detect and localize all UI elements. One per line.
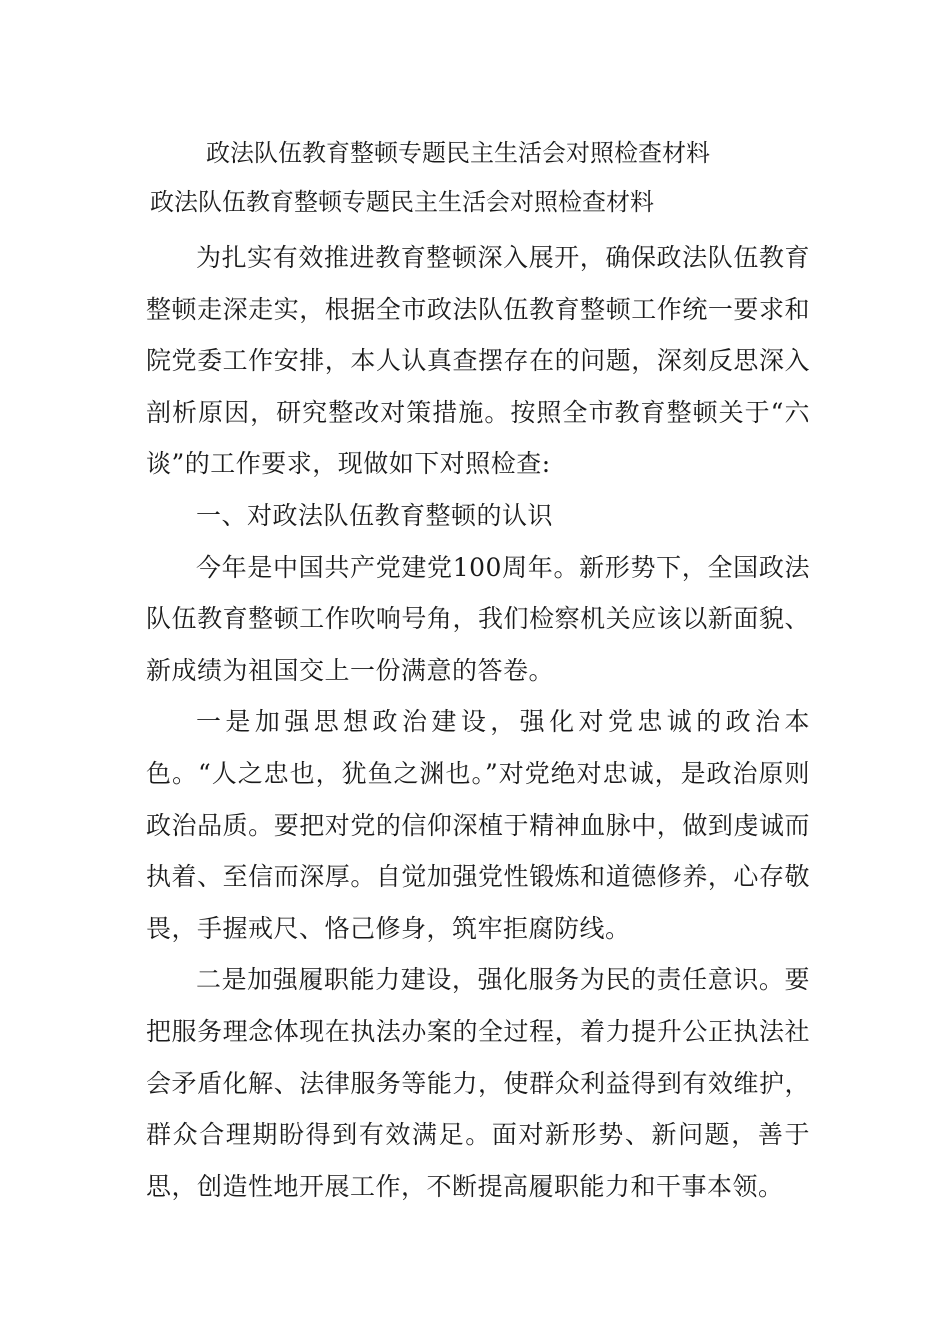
body-paragraph: 二是加强履职能力建设，强化服务为民的责任意识。要把服务理念体现在执法办案的全过程，着力提升公正执法社会矛盾化解、法律服务等能力，使群众利益得到有效维护，群众合理期盼得到有效满足。面对新形势、新问题，善于思，创造性地开展工作，不断提高履职能力和干事本领。 bbox=[146, 965, 810, 1201]
body-paragraph: 一是加强思想政治建设，强化对党忠诚的政治本色。“人之忠也，犹鱼之渊也。”对党绝对忠诚，是政治原则政治品质。要把对党的信仰深植于精神血脉中，做到虔诚而执着、至信而深厚。自觉加强党性锻炼和道德修养，心存敬畏，手握戒尺、恪己修身，筑牢拒腐防线。 bbox=[146, 707, 810, 943]
document-subtitle: 政法队伍教育整顿专题民主生活会对照检查材料 bbox=[150, 188, 654, 216]
document-title: 政法队伍教育整顿专题民主生活会对照检查材料 bbox=[206, 139, 710, 167]
intro-paragraph: 为扎实有效推进教育整顿深入展开，确保政法队伍教育整顿走深走实，根据全市政法队伍教育整顿工作统一要求和院党委工作安排，本人认真查摆存在的问题，深刻反思深入剖析原因，研究整改对策措施。按照全市教育整顿关于“六谈”的工作要求，现做如下对照检查: bbox=[146, 243, 810, 479]
document-body bbox=[146, 232, 810, 1212]
body-paragraph: 今年是中国共产党建党100周年。新形势下，全国政法队伍教育整顿工作吹响号角，我们检察机关应该以新面貌、新成绩为祖国交上一份满意的答卷。 bbox=[146, 552, 810, 685]
section-heading: 一、对政法队伍教育整顿的认识 bbox=[196, 500, 554, 530]
